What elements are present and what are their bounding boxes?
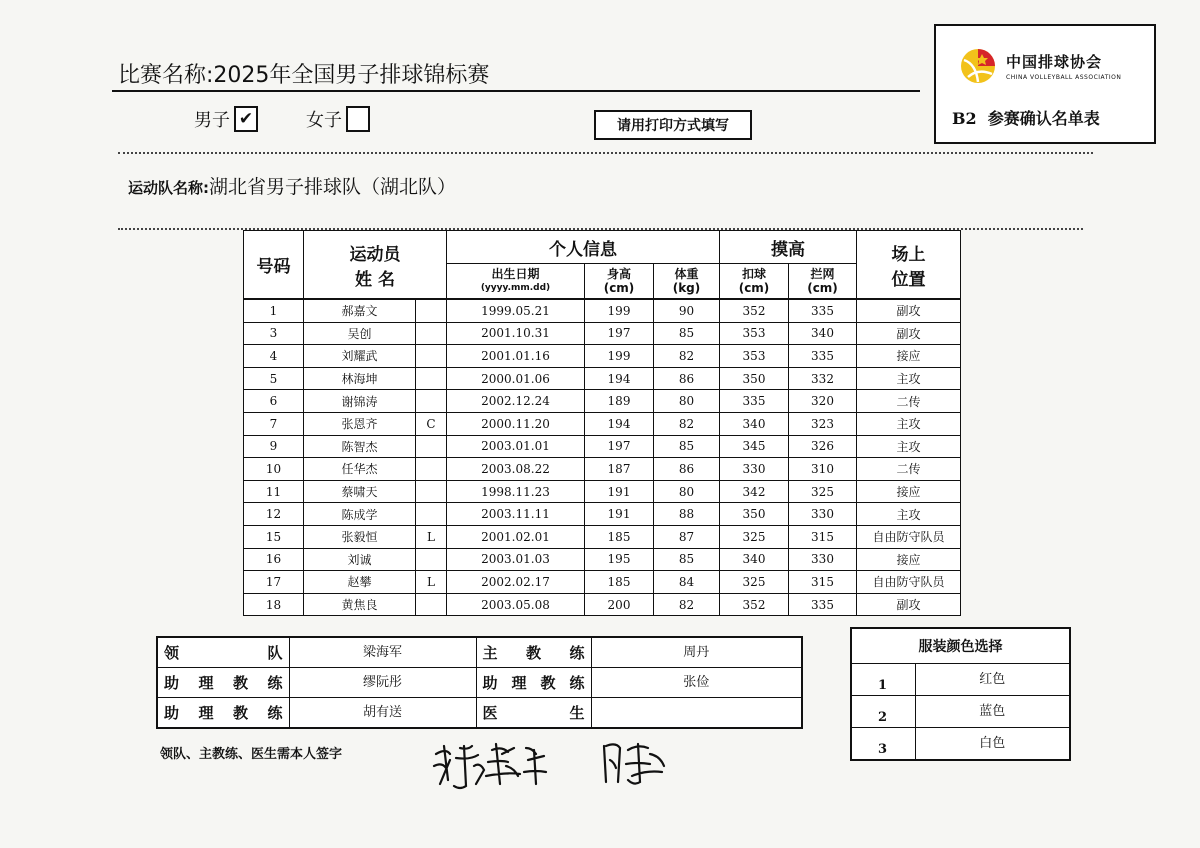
table-row: [244, 412, 961, 435]
header-personal-info: 个人信息: [447, 231, 720, 264]
player-block-reach: 310: [789, 458, 857, 481]
association-name-cn: 中国排球协会: [1006, 53, 1103, 71]
player-height: 191: [585, 503, 654, 526]
player-role-mark: [416, 593, 447, 616]
player-weight: 80: [654, 480, 720, 503]
header-spike: [720, 264, 789, 300]
player-position: 自由防守队员: [857, 571, 961, 594]
player-name: 陈成学: [304, 503, 416, 526]
player-weight: 86: [654, 367, 720, 390]
player-dob: 2001.02.01: [447, 525, 585, 548]
player-role-mark: L: [416, 571, 447, 594]
header-athlete-name: [304, 231, 447, 300]
doctor-value: [591, 698, 802, 729]
table-row: [244, 571, 961, 594]
player-position: 副攻: [857, 299, 961, 322]
player-height: 189: [585, 390, 654, 413]
player-role-mark: [416, 503, 447, 526]
player-height: 185: [585, 525, 654, 548]
player-role-mark: [416, 390, 447, 413]
player-block-reach: 335: [789, 299, 857, 322]
player-position: 主攻: [857, 367, 961, 390]
player-weight: 85: [654, 548, 720, 571]
player-number: 1: [244, 299, 304, 322]
player-position: 二传: [857, 458, 961, 481]
player-spike-reach: 352: [720, 593, 789, 616]
player-dob: 2002.02.17: [447, 571, 585, 594]
player-block-reach: 315: [789, 571, 857, 594]
player-height: 199: [585, 345, 654, 368]
male-option[interactable]: [194, 106, 258, 132]
female-option[interactable]: [306, 106, 370, 132]
form-title-text: 参赛确认名单表: [987, 109, 1100, 128]
uniform-option-number: 2: [851, 696, 915, 728]
player-spike-reach: 340: [720, 412, 789, 435]
player-weight: 85: [654, 435, 720, 458]
assistant-coach-value-2: 张俭: [591, 668, 802, 698]
player-position: 主攻: [857, 503, 961, 526]
player-number: 7: [244, 412, 304, 435]
player-height: 197: [585, 322, 654, 345]
signature-note: 领队、主教练、医生需本人签字: [160, 747, 343, 762]
uniform-color-title: 服装颜色选择: [851, 628, 1070, 664]
player-number: 15: [244, 525, 304, 548]
player-weight: 88: [654, 503, 720, 526]
player-position: 自由防守队员: [857, 525, 961, 548]
player-weight: 82: [654, 593, 720, 616]
player-weight: 84: [654, 571, 720, 594]
assistant-coach-label-1: 助理教练: [157, 668, 289, 698]
player-block-reach: 320: [789, 390, 857, 413]
player-role-mark: [416, 299, 447, 322]
player-spike-reach: 350: [720, 503, 789, 526]
header-position-line1: 场上: [891, 244, 926, 265]
player-role-mark: [416, 322, 447, 345]
player-role-mark: [416, 435, 447, 458]
player-height: 185: [585, 571, 654, 594]
head-coach-label: 主教练: [476, 637, 591, 668]
player-block-reach: 335: [789, 593, 857, 616]
player-number: 10: [244, 458, 304, 481]
player-name: 黄焦良: [304, 593, 416, 616]
competition-name: 2025年全国男子排球锦标赛: [213, 63, 490, 88]
player-weight: 82: [654, 412, 720, 435]
male-checkbox[interactable]: ✔: [234, 106, 258, 132]
player-weight: 86: [654, 458, 720, 481]
player-number: 11: [244, 480, 304, 503]
player-dob: 2003.08.22: [447, 458, 585, 481]
female-checkbox[interactable]: [346, 106, 370, 132]
uniform-option-color: 红色: [915, 664, 1070, 696]
table-row: [244, 593, 961, 616]
header-height: [585, 264, 654, 300]
header-height-unit: (cm): [603, 281, 635, 295]
player-spike-reach: 325: [720, 571, 789, 594]
player-position: 副攻: [857, 593, 961, 616]
player-spike-reach: 353: [720, 322, 789, 345]
player-position: 接应: [857, 345, 961, 368]
player-height: 195: [585, 548, 654, 571]
player-name: 任华杰: [304, 458, 416, 481]
header-spike-label: 扣球: [741, 267, 766, 281]
assistant-coach-label-2: 助理教练: [476, 668, 591, 698]
player-role-mark: [416, 480, 447, 503]
header-block-unit: (cm): [807, 281, 838, 295]
competition-line: [118, 58, 489, 89]
player-height: 194: [585, 367, 654, 390]
header-weight: [654, 264, 720, 300]
player-block-reach: 326: [789, 435, 857, 458]
player-spike-reach: 340: [720, 548, 789, 571]
player-dob: 2000.11.20: [447, 412, 585, 435]
player-block-reach: 340: [789, 322, 857, 345]
player-dob: 2003.11.11: [447, 503, 585, 526]
header-number: 号码: [244, 231, 304, 300]
association-name-en: CHINA VOLLEYBALL ASSOCIATION: [1006, 74, 1122, 81]
player-height: 191: [585, 480, 654, 503]
player-name: 郝嘉文: [304, 299, 416, 322]
assistant-coach-value-3: 胡有送: [289, 698, 476, 729]
table-row: [244, 345, 961, 368]
team-name: 湖北省男子排球队（湖北队）: [209, 176, 457, 198]
player-position: 副攻: [857, 322, 961, 345]
player-dob: 2003.05.08: [447, 593, 585, 616]
player-dob: 2003.01.03: [447, 548, 585, 571]
player-dob: 1998.11.23: [447, 480, 585, 503]
roster-body: [244, 299, 961, 616]
head-coach-signature: [598, 736, 672, 790]
player-spike-reach: 350: [720, 367, 789, 390]
team-line: [128, 172, 456, 199]
header-dob-format: (yyyy.mm.dd): [480, 283, 551, 293]
player-height: 194: [585, 412, 654, 435]
player-height: 197: [585, 435, 654, 458]
player-block-reach: 330: [789, 503, 857, 526]
player-spike-reach: 352: [720, 299, 789, 322]
table-row: [244, 458, 961, 481]
assistant-coach-value-1: 缪阮彤: [289, 668, 476, 698]
form-code: B2: [952, 109, 977, 128]
player-role-mark: [416, 367, 447, 390]
assistant-coach-label-3: 助理教练: [157, 698, 289, 729]
player-weight: 82: [654, 345, 720, 368]
player-position: 主攻: [857, 412, 961, 435]
header-spike-unit: (cm): [738, 281, 770, 295]
player-number: 6: [244, 390, 304, 413]
player-number: 16: [244, 548, 304, 571]
player-number: 3: [244, 322, 304, 345]
player-role-mark: L: [416, 525, 447, 548]
player-name: 吴创: [304, 322, 416, 345]
player-spike-reach: 345: [720, 435, 789, 458]
player-weight: 90: [654, 299, 720, 322]
player-name: 林海坤: [304, 367, 416, 390]
player-spike-reach: 335: [720, 390, 789, 413]
female-label: 女子: [306, 110, 342, 131]
header-athlete-line1: 运动员: [349, 244, 401, 265]
header-position: [857, 231, 961, 300]
uniform-option-number: 3: [851, 728, 915, 761]
leader-label: 领队: [157, 637, 289, 668]
player-spike-reach: 353: [720, 345, 789, 368]
head-coach-value: 周丹: [591, 637, 802, 668]
player-position: 接应: [857, 548, 961, 571]
player-block-reach: 323: [789, 412, 857, 435]
player-role-mark: [416, 548, 447, 571]
uniform-option-color: 蓝色: [915, 696, 1070, 728]
table-row: [244, 322, 961, 345]
player-name: 刘诚: [304, 548, 416, 571]
header-position-line2: 位置: [891, 269, 926, 290]
print-hint-box: 请用打印方式填写: [594, 110, 752, 140]
uniform-option-number: 1: [851, 664, 915, 696]
staff-table: [156, 636, 803, 729]
player-position: 接应: [857, 480, 961, 503]
player-position: 主攻: [857, 435, 961, 458]
competition-underline: [112, 90, 920, 92]
uniform-option-color: 白色: [915, 728, 1070, 761]
association-logo-box: [934, 24, 1156, 144]
player-dob: 2001.10.31: [447, 322, 585, 345]
table-row: [244, 548, 961, 571]
uniform-color-table: [850, 627, 1071, 761]
table-row: [244, 435, 961, 458]
player-block-reach: 330: [789, 548, 857, 571]
player-block-reach: 332: [789, 367, 857, 390]
player-dob: 1999.05.21: [447, 299, 585, 322]
player-block-reach: 315: [789, 525, 857, 548]
header-block: [789, 264, 857, 300]
volleyball-logo-icon: [958, 46, 998, 86]
male-label: 男子: [194, 110, 230, 131]
dotted-divider-top: [118, 152, 1093, 154]
player-dob: 2001.01.16: [447, 345, 585, 368]
player-number: 12: [244, 503, 304, 526]
player-number: 18: [244, 593, 304, 616]
team-label: 运动队名称:: [128, 179, 209, 197]
player-role-mark: [416, 458, 447, 481]
player-number: 17: [244, 571, 304, 594]
header-weight-label: 体重: [674, 267, 699, 281]
leader-value: 梁海军: [289, 637, 476, 668]
table-row: [244, 503, 961, 526]
player-name: 谢锦涛: [304, 390, 416, 413]
player-name: 赵攀: [304, 571, 416, 594]
player-position: 二传: [857, 390, 961, 413]
header-dob-label: 出生日期: [491, 267, 540, 281]
table-row: [244, 480, 961, 503]
player-spike-reach: 330: [720, 458, 789, 481]
player-role-mark: C: [416, 412, 447, 435]
player-number: 9: [244, 435, 304, 458]
player-name: 张毅恒: [304, 525, 416, 548]
player-spike-reach: 325: [720, 525, 789, 548]
player-height: 199: [585, 299, 654, 322]
player-name: 刘耀武: [304, 345, 416, 368]
table-row: [244, 525, 961, 548]
player-number: 4: [244, 345, 304, 368]
header-block-label: 拦网: [810, 267, 835, 281]
header-athlete-line2: 姓 名: [355, 269, 395, 290]
player-dob: 2002.12.24: [447, 390, 585, 413]
player-number: 5: [244, 367, 304, 390]
competition-label: 比赛名称:: [118, 63, 214, 88]
player-height: 187: [585, 458, 654, 481]
player-block-reach: 335: [789, 345, 857, 368]
header-dob: [447, 264, 585, 300]
player-height: 200: [585, 593, 654, 616]
player-dob: 2000.01.06: [447, 367, 585, 390]
player-name: 蔡啸天: [304, 480, 416, 503]
header-weight-unit: (kg): [672, 281, 701, 295]
header-reach: 摸高: [720, 231, 857, 264]
table-row: [244, 367, 961, 390]
table-row: [244, 299, 961, 322]
leader-signature: [430, 736, 560, 792]
association-logo: [958, 46, 1121, 86]
player-weight: 87: [654, 525, 720, 548]
player-role-mark: [416, 345, 447, 368]
player-weight: 80: [654, 390, 720, 413]
player-name: 张恩齐: [304, 412, 416, 435]
header-height-label: 身高: [606, 267, 631, 281]
player-weight: 85: [654, 322, 720, 345]
player-name: 陈智杰: [304, 435, 416, 458]
player-spike-reach: 342: [720, 480, 789, 503]
table-row: [244, 390, 961, 413]
roster-table: [243, 230, 961, 616]
form-title: [952, 106, 1100, 129]
doctor-label: 医生: [476, 698, 591, 729]
player-dob: 2003.01.01: [447, 435, 585, 458]
player-block-reach: 325: [789, 480, 857, 503]
